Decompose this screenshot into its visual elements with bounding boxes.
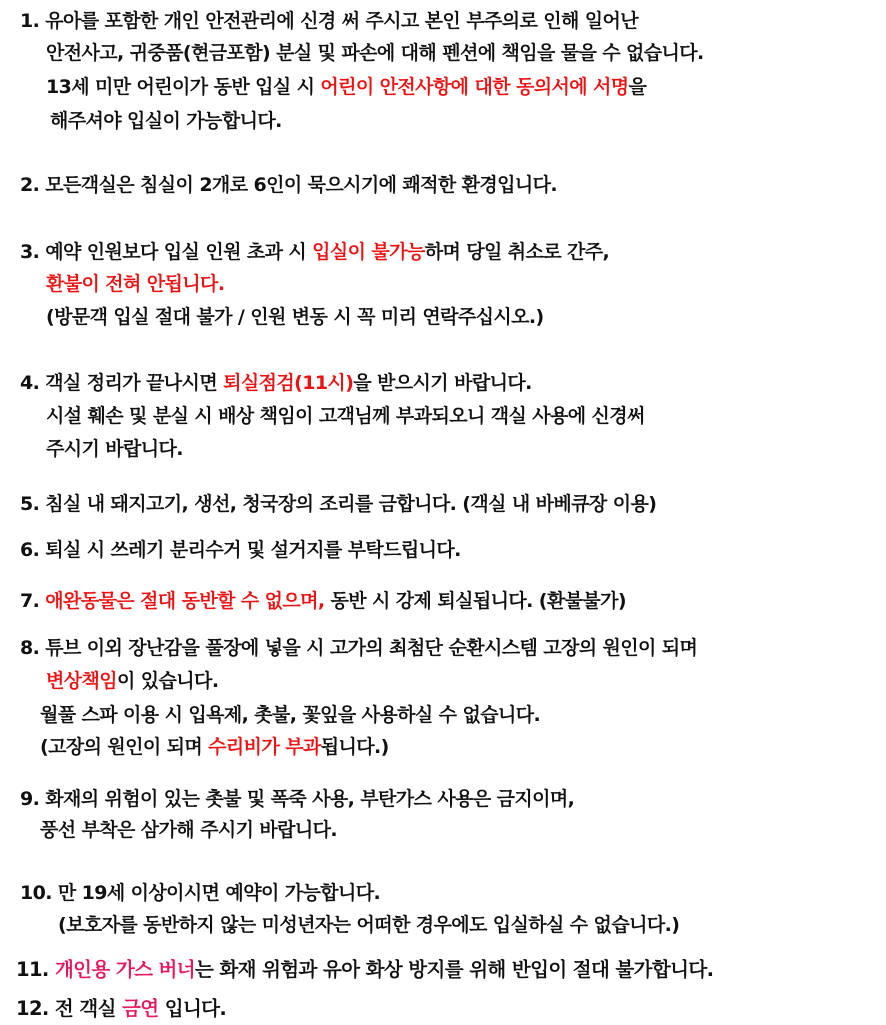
rule-11-number: 11. (16, 958, 55, 981)
rule-8-line-3: 월풀 스파 이용 시 입욕제, 촛불, 꽃잎을 사용하실 수 없습니다. (40, 704, 541, 726)
rule-12-tail: 입니다. (158, 997, 227, 1020)
rule-8-line-4 (40, 734, 389, 760)
rule-10-line-1: 10. 만 19세 이상이시면 예약이 가능합니다. (20, 882, 381, 904)
rule-1-line-1: 1. 유아를 포함한 개인 안전관리에 신경 써 주시고 본인 부주의로 인해 일어난 (20, 10, 639, 32)
rule-4-highlight-checkout: 퇴실점검(11시) (223, 372, 354, 394)
rule-9-line-1: 9. 화재의 위험이 있는 촛불 및 폭죽 사용, 부탄가스 사용은 금지이며, (20, 788, 575, 810)
rule-8-highlight-liability: 변상책임 (46, 670, 118, 692)
rule-6-line-1: 6. 퇴실 시 쓰레기 분리수거 및 설거지를 부탁드립니다. (20, 539, 461, 561)
rule-1-line-3-text: 13세 미만 어린이가 동반 입실 시 (46, 76, 321, 98)
rule-8-line-2-tail: 이 있습니다. (117, 670, 219, 692)
rule-3-highlight-no-entry: 입실이 불가능 (312, 241, 425, 263)
rule-1-line-4: 해주셔야 입실이 가능합니다. (50, 110, 282, 132)
rule-8-line-4-text: (고장의 원인이 되며 (40, 736, 209, 758)
rule-12-text: 12. 전 객실 (16, 997, 123, 1020)
rule-1-line-3 (46, 74, 646, 100)
rule-2-line-1: 2. 모든객실은 침실이 2개로 6인이 묵으시기에 쾌적한 환경입니다. (20, 174, 558, 196)
rule-12-highlight-no-smoking: 금연 (122, 997, 159, 1020)
rule-1-line-2: 안전사고, 귀중품(현금포함) 분실 및 파손에 대해 펜션에 책임을 물을 수 없습니다. (46, 42, 704, 64)
rule-3-line-1-text: 3. 예약 인원보다 입실 인원 초과 시 (20, 241, 313, 263)
rule-3-line-1-tail: 하며 당일 취소로 간주, (424, 241, 610, 263)
rule-7-line-1 (20, 588, 626, 614)
rule-1-line-3-tail: 을 (628, 76, 647, 98)
rule-8-line-1: 8. 튜브 이외 장난감을 풀장에 넣을 시 고가의 최첨단 순환시스템 고장의 원인이 되며 (20, 637, 698, 659)
rule-7-line-1-tail: 동반 시 강제 퇴실됩니다. (환불불가) (324, 590, 626, 612)
rule-4-line-1-text: 4. 객실 정리가 끝나시면 (20, 372, 224, 394)
rule-1-highlight-consent: 어린이 안전사항에 대한 동의서에 서명 (320, 76, 629, 98)
rule-8-line-4-tail: 됩니다.) (320, 736, 389, 758)
rule-8-line-2 (46, 668, 218, 694)
rule-9-line-2: 풍선 부착은 삼가해 주시기 바랍니다. (40, 819, 337, 841)
rule-3-highlight-no-refund: 환불이 전혀 안됩니다. (46, 273, 225, 295)
rule-3-line-3: (방문객 입실 절대 불가 / 인원 변동 시 꼭 미리 연락주십시오.) (46, 306, 544, 328)
rule-4-line-3: 주시기 바랍니다. (46, 438, 183, 460)
rule-4-line-2: 시설 훼손 및 분실 시 배상 책임이 고객님께 부과되오니 객실 사용에 신경써 (46, 405, 645, 427)
rule-8-highlight-repair-fee: 수리비가 부과 (208, 736, 321, 758)
rule-4-line-1-tail: 을 받으시기 바랍니다. (353, 372, 532, 394)
rule-4-line-1 (20, 370, 532, 396)
rule-11-highlight-gas-burner: 개인용 가스 버너 (54, 958, 195, 981)
rule-12-line-1 (16, 996, 226, 1022)
rule-11-line-1-tail: 는 화재 위험과 유아 화상 방지를 위해 반입이 절대 불가합니다. (194, 958, 714, 981)
rule-11-line-1 (16, 957, 713, 983)
rule-3-line-1 (20, 239, 609, 265)
rule-5-line-1: 5. 침실 내 돼지고기, 생선, 청국장의 조리를 금합니다. (객실 내 바베큐장 이용) (20, 493, 657, 515)
rule-10-line-2: (보호자를 동반하지 않는 미성년자는 어떠한 경우에도 입실하실 수 없습니다.) (58, 914, 680, 936)
rule-7-number: 7. (20, 590, 46, 612)
rule-7-highlight-pets: 애완동물은 절대 동반할 수 없으며, (45, 590, 325, 612)
